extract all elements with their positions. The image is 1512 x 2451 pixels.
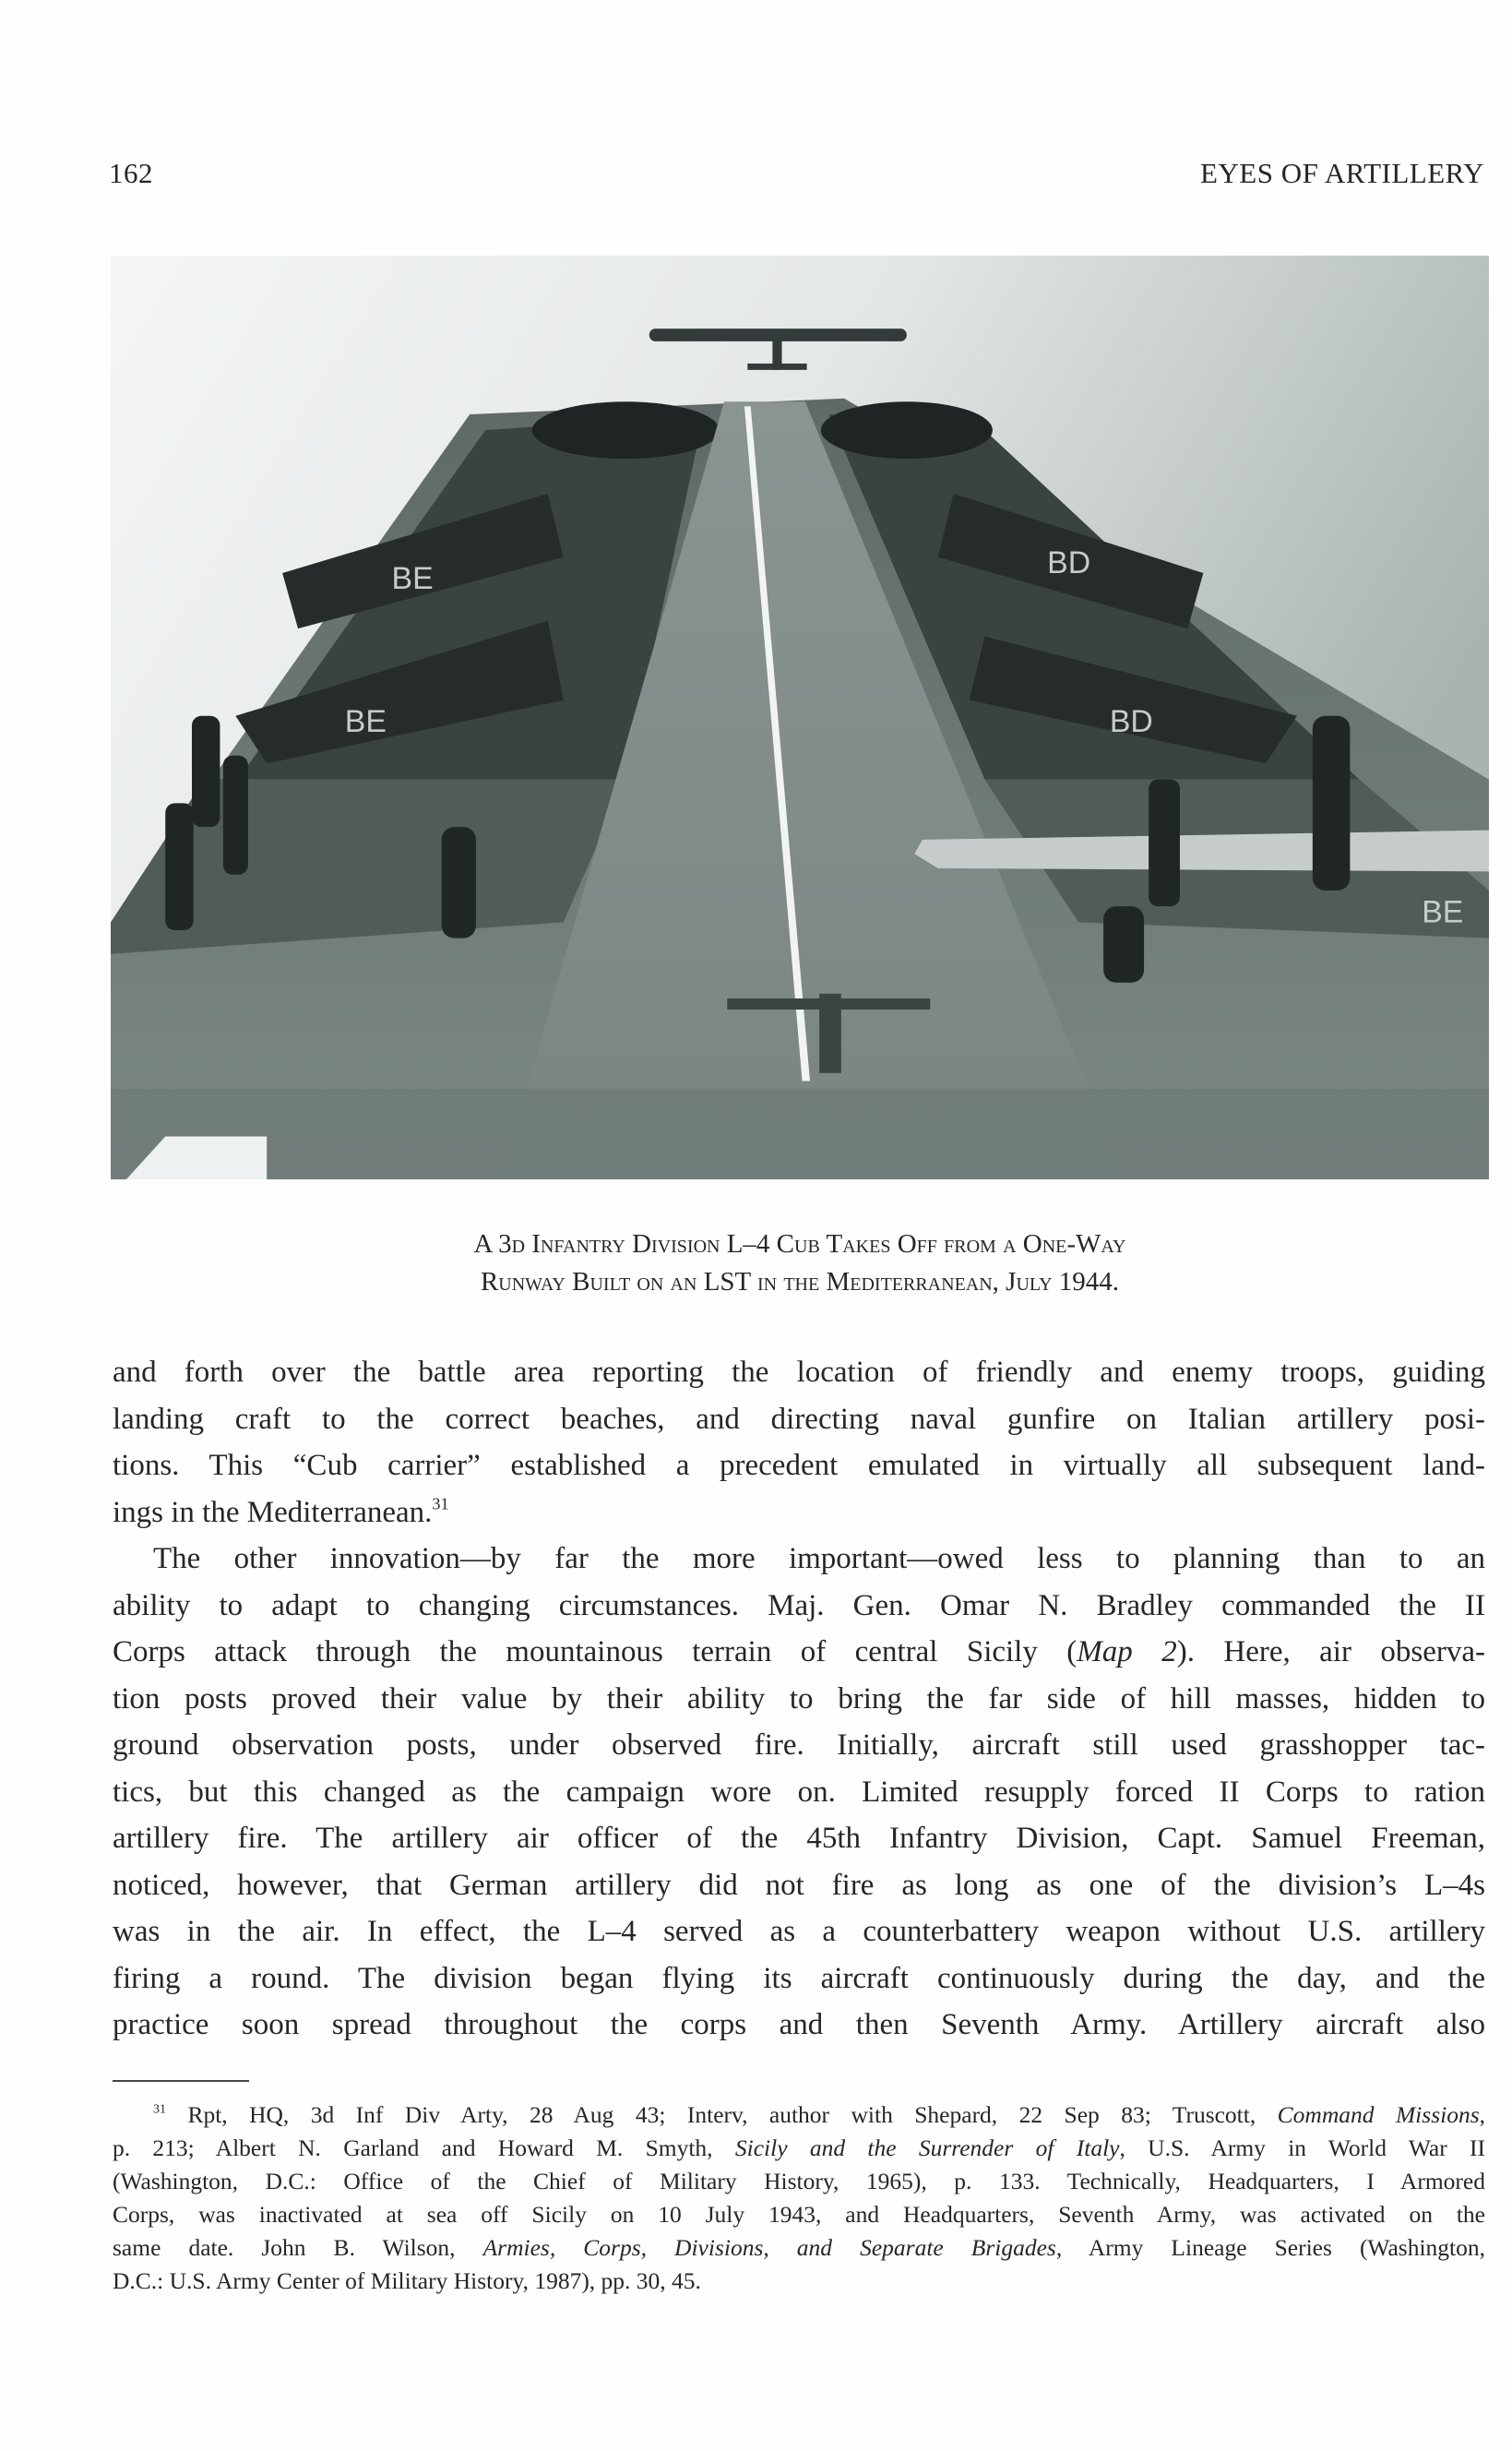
body-line: [113, 1396, 1485, 1443]
text-run: , U.S. Army in World War II: [1119, 2134, 1485, 2161]
text-run: ,: [1479, 2101, 1485, 2128]
footnotes: [113, 2098, 1485, 2298]
text-run: Corps attack through the mountainous terrain of central Sicily (: [113, 1635, 1077, 1668]
running-title: EYES OF ARTILLERY: [1199, 157, 1484, 189]
body-line: [113, 2002, 1485, 2049]
footnote-line: [113, 2265, 1485, 2298]
marking: BE: [1422, 894, 1464, 930]
text-run: same date. John B. Wilson,: [113, 2234, 483, 2261]
photo-lst-runway: [111, 256, 1489, 1179]
marking: BD: [1109, 703, 1153, 740]
text-run: and forth over the battle area reporting the location of friendly and enemy troops, guiding: [113, 1356, 1485, 1389]
text-run: , Army Lineage Series (Washington,: [1055, 2234, 1485, 2261]
text-run: Corps, was inactivated at sea off Sicily on 10 July 1943, and Headquarters, Seventh Army, was activated on the: [113, 2201, 1485, 2228]
marking: BD: [1047, 544, 1091, 581]
text-run: firing a round. The division began flying its aircraft continuously during the day, and the: [113, 1961, 1485, 1995]
text-run: ings in the Mediterranean.: [113, 1495, 433, 1529]
body-line: [113, 1349, 1485, 1396]
italic-text: Map 2: [1077, 1635, 1177, 1668]
italic-text: Sicily and the Surrender of Italy: [734, 2134, 1120, 2161]
caption-line: Runway Built on an LST in the Mediterranean, July 1944.: [480, 1267, 1120, 1297]
body-line: [113, 1955, 1485, 2003]
body-line: [113, 1815, 1485, 1862]
body-line: [113, 1908, 1485, 1955]
text-run: ground observation posts, under observed fire. Initially, aircraft still used grasshopper tac-: [113, 1728, 1485, 1762]
body-line: [113, 1629, 1485, 1676]
body-line: [113, 1489, 1485, 1536]
text-run: D.C.: U.S. Army Center of Military History, 1987), pp. 30, 45.: [113, 2267, 701, 2294]
text-run: noticed, however, that German artillery did not fire as long as one of the division’s L–4s: [113, 1868, 1485, 1902]
text-run: p. 213; Albert N. Garland and Howard M. Smyth,: [113, 2134, 735, 2161]
text-run: ability to adapt to changing circumstances. Maj. Gen. Omar N. Bradley commanded the II: [113, 1588, 1485, 1622]
text-run: tics, but this changed as the campaign wore on. Limited resupply forced II Corps to ration: [113, 1775, 1485, 1809]
deck-foreground: [111, 1089, 1489, 1179]
body-line: [113, 1536, 1485, 1583]
body-line: [113, 1676, 1485, 1723]
text-run: Rpt, HQ, 3d Inf Div Arty, 28 Aug 43; Interv, author with Shepard, 22 Sep 83; Truscott,: [166, 2101, 1278, 2128]
caption-line: A 3d Infantry Division L–4 Cub Takes Off from a One-Way: [473, 1229, 1126, 1259]
footnote-line: [113, 2198, 1485, 2231]
italic-text: Command Missions: [1277, 2101, 1480, 2128]
footnote-line: [113, 2098, 1485, 2132]
figure-caption: [111, 1226, 1489, 1301]
body-line: [113, 1583, 1485, 1630]
text-run: tion posts proved their value by their ability to bring the far side of hill masses, hidden to: [113, 1681, 1485, 1716]
footnote-line: [113, 2132, 1485, 2165]
body-text: [113, 1349, 1485, 2049]
text-run: The other innovation—by far the more important—owed less to planning than to an: [153, 1542, 1485, 1575]
marking: BE: [344, 703, 387, 740]
marking: BE: [391, 560, 434, 597]
footnote-divider: [113, 2080, 249, 2082]
footnote-ref: 31: [153, 2102, 167, 2117]
body-line: [113, 1862, 1485, 1909]
footnote-line: [113, 2165, 1485, 2198]
page-number: 162: [109, 157, 153, 189]
footnote-ref: 31: [432, 1493, 449, 1512]
footnote-line: [113, 2231, 1485, 2265]
text-run: was in the air. In effect, the L–4 served as a counterbattery weapon without U.S. artillery: [113, 1915, 1485, 1948]
text-run: practice soon spread throughout the corps and then Seventh Army. Artillery aircraft also: [113, 2008, 1485, 2041]
text-run: artillery fire. The artillery air officer of the 45th Infantry Division, Capt. Samuel Freeman,: [113, 1822, 1485, 1855]
italic-text: Armies, Corps, Divisions, and Separate Brigades: [482, 2234, 1056, 2261]
text-run: ). Here, air observa-: [1176, 1635, 1485, 1668]
text-run: tions. This “Cub carrier” established a precedent emulated in virtually all subsequent land-: [113, 1449, 1485, 1482]
text-run: (Washington, D.C.: Office of the Chief of Military History, 1965), p. 133. Technically, Headquarters, I Armored: [113, 2168, 1485, 2194]
body-line: [113, 1769, 1485, 1816]
body-line: [113, 1442, 1485, 1489]
body-line: [113, 1722, 1485, 1769]
text-run: landing craft to the correct beaches, and directing naval gunfire on Italian artillery posi-: [113, 1402, 1485, 1436]
